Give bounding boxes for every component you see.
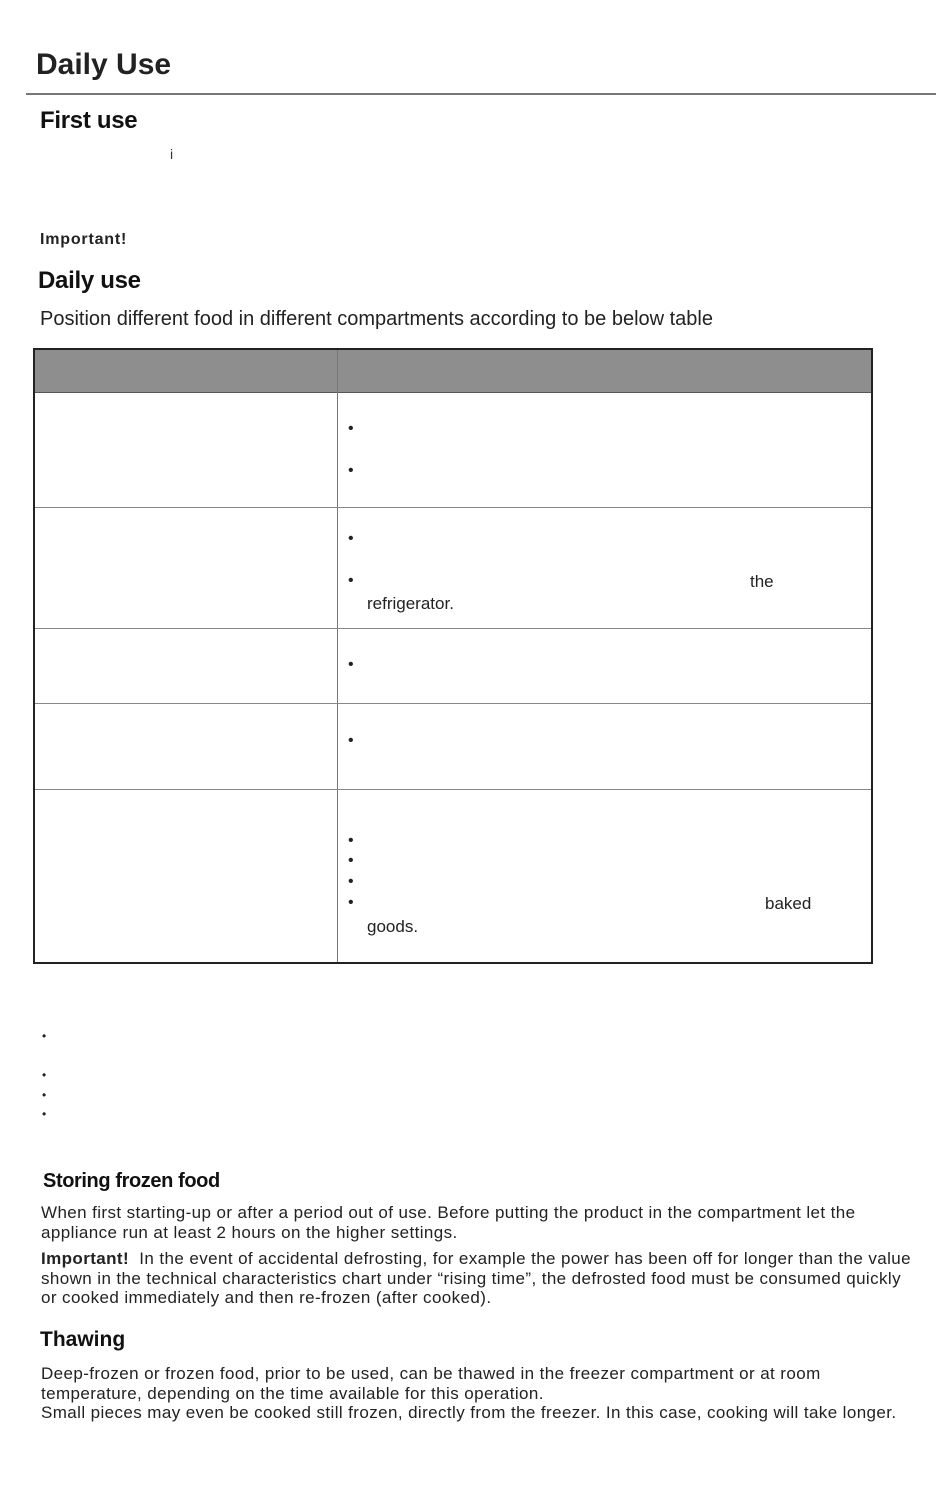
bullet: • bbox=[42, 1088, 47, 1102]
bullet: • bbox=[348, 732, 354, 749]
bullet: • bbox=[348, 894, 354, 911]
bullet: • bbox=[348, 832, 354, 849]
table-header-row bbox=[35, 350, 871, 393]
bullet: • bbox=[42, 1068, 47, 1082]
table-row-divider bbox=[35, 628, 871, 629]
bullet: • bbox=[348, 656, 354, 673]
thawing-heading: Thawing bbox=[40, 1328, 126, 1351]
compartment-table bbox=[33, 348, 873, 964]
table-cell-text: the bbox=[750, 572, 774, 591]
bullet: • bbox=[42, 1029, 47, 1043]
table-cell-text: goods. bbox=[367, 917, 419, 936]
important-label: Important! bbox=[40, 231, 128, 248]
daily-use-intro: Position different food in different compartments according to be below table bbox=[40, 308, 713, 330]
table-row-divider bbox=[35, 703, 871, 704]
bullet: • bbox=[348, 462, 354, 479]
storing-important-text: In the event of accidental defrosting, for example the power has been off for longer than the value shown in the technical characteristics chart under “rising time”, the defrosted food must be consumed quickly or cooked immediately and then re-frozen (after cooked). bbox=[41, 1249, 912, 1307]
daily-use-heading: Daily use bbox=[38, 267, 141, 294]
storing-frozen-food-heading: Storing frozen food bbox=[43, 1170, 220, 1192]
bullet: • bbox=[348, 873, 354, 890]
important-label: Important! bbox=[41, 1249, 130, 1268]
table-row-divider bbox=[35, 789, 871, 790]
thawing-paragraph: Deep-frozen or frozen food, prior to be used, can be thawed in the freezer compartment or at room temperature, depending on the time available for this operation. bbox=[41, 1364, 821, 1403]
bullet: • bbox=[348, 852, 354, 869]
thawing-paragraph: Small pieces may even be cooked still frozen, directly from the freezer. In this case, cooking will take longer. bbox=[41, 1403, 897, 1422]
bullet: • bbox=[348, 420, 354, 437]
bullet: • bbox=[348, 530, 354, 547]
title-divider bbox=[26, 93, 936, 95]
storing-paragraph: When first starting-up or after a period out of use. Before putting the product in the compartment let the appliance run at least 2 hours on the higher settings. bbox=[41, 1203, 856, 1242]
table-column-divider bbox=[337, 350, 338, 962]
storing-important-paragraph bbox=[41, 1249, 921, 1308]
bullet: • bbox=[42, 1107, 47, 1121]
table-cell-text: baked bbox=[765, 894, 812, 913]
first-use-heading: First use bbox=[40, 107, 138, 134]
text-cursor-mark: i bbox=[170, 146, 174, 162]
bullet: • bbox=[348, 572, 354, 589]
table-row-divider bbox=[35, 507, 871, 508]
table-cell-text: refrigerator. bbox=[367, 594, 454, 613]
page-title: Daily Use bbox=[36, 48, 172, 81]
